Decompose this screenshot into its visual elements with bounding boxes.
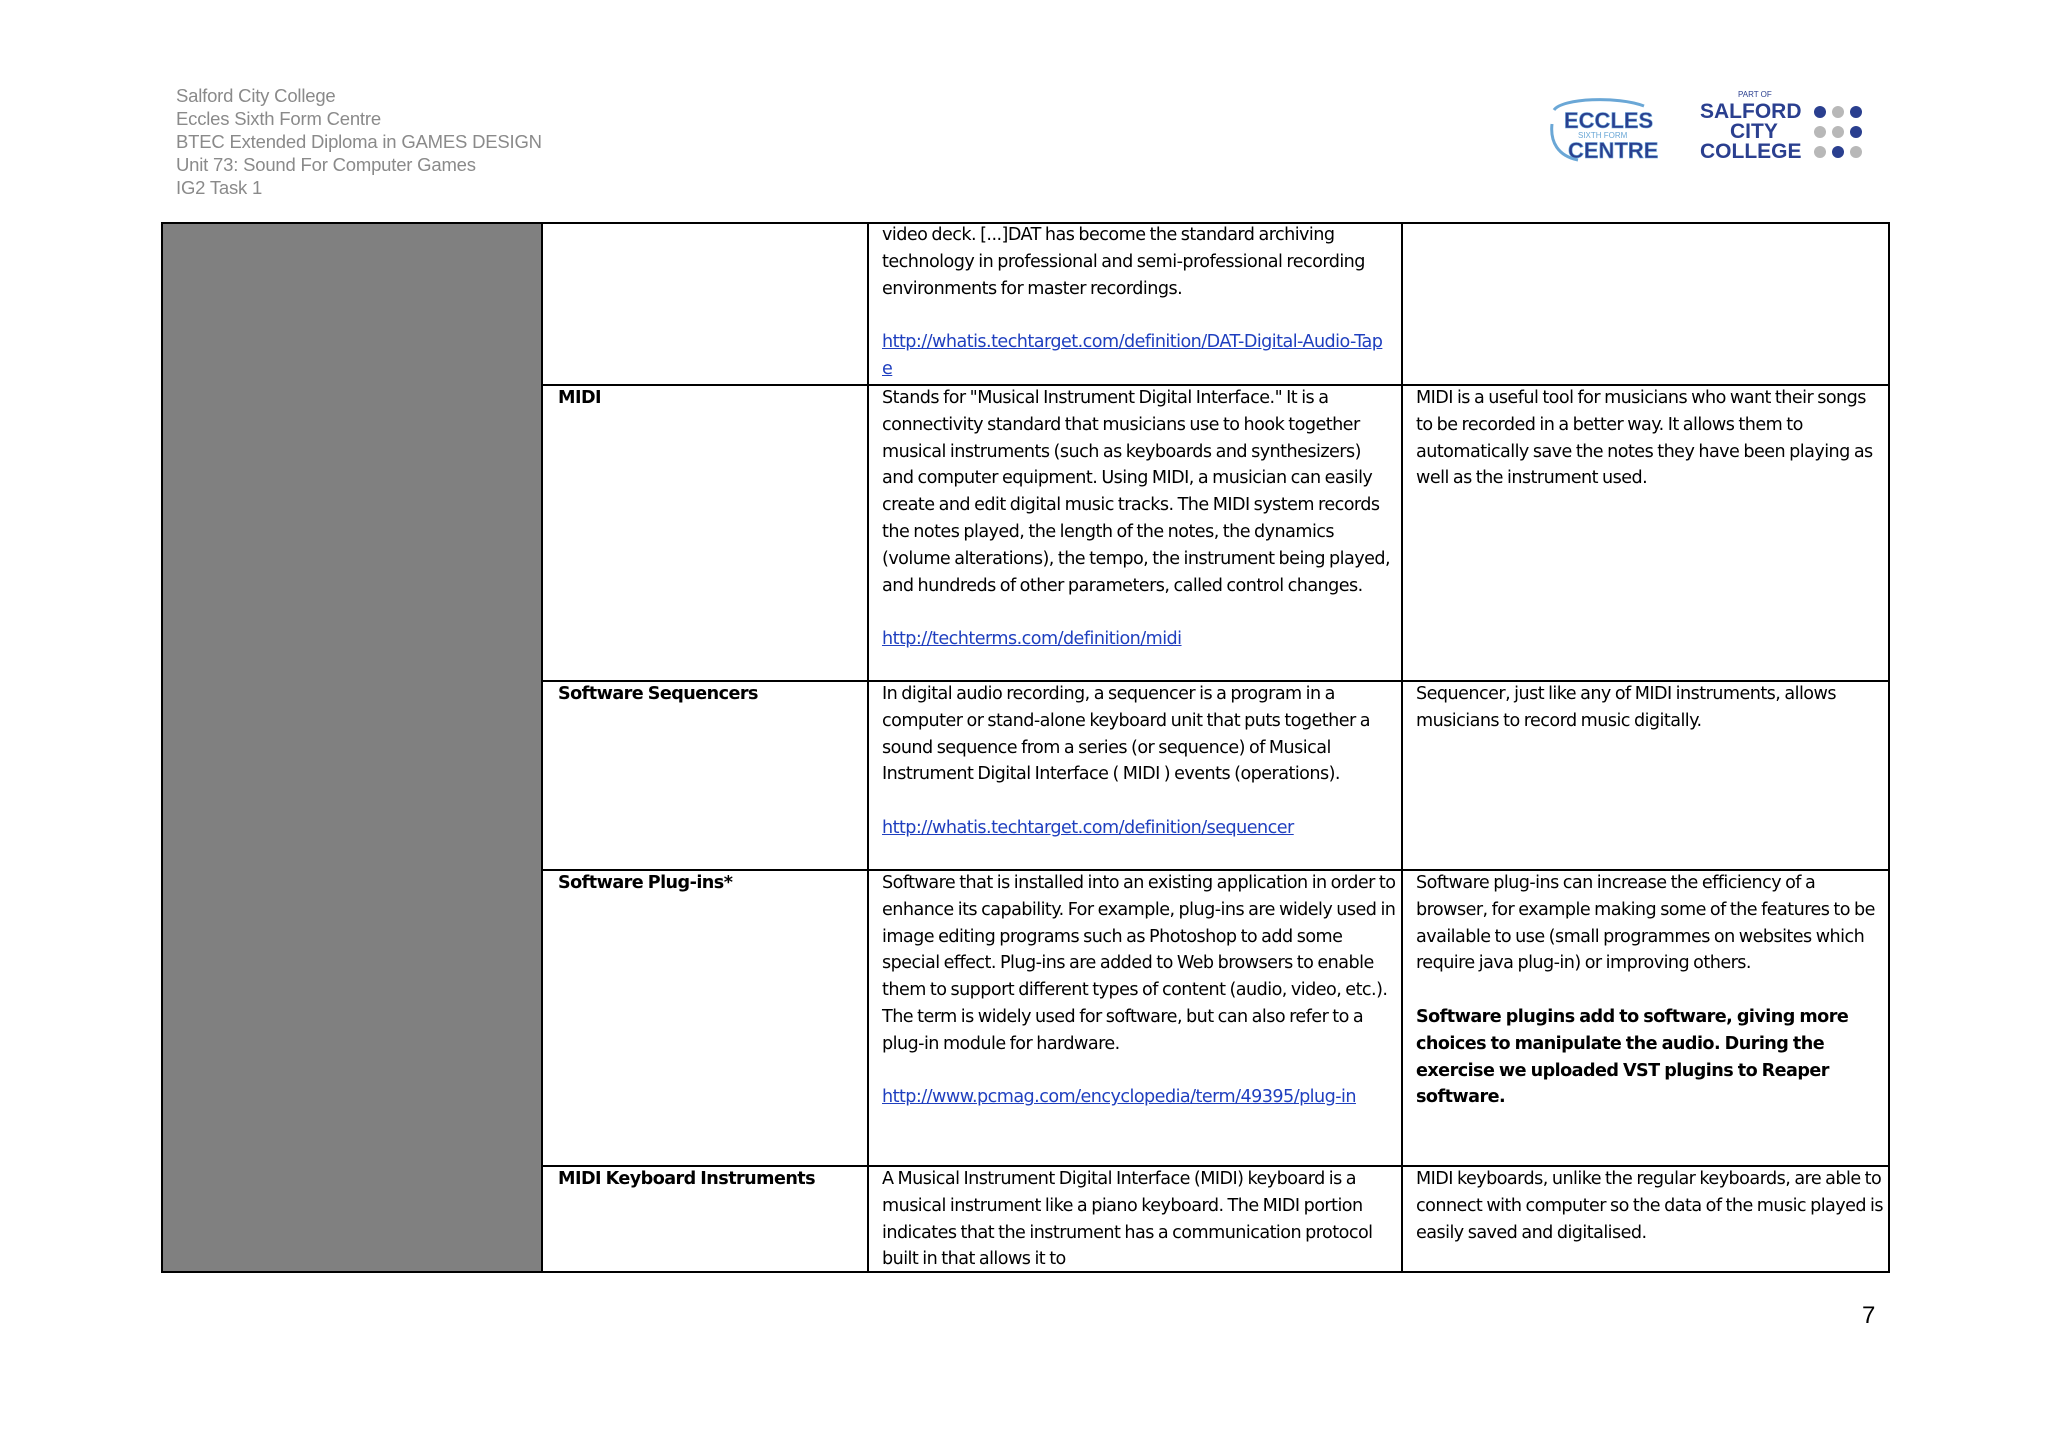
row2-term: Software Sequencers [558, 684, 758, 704]
row1-description: Stands for "Musical Instrument Digital Interface." It is a connectivity standard that musicians use to hook together musical instruments (such as keyboards and synthesizers) and computer equipment. Using MIDI, a musician can easily create and edit digital music tracks. The MIDI system records the notes played, the length of the notes, the dynamics (volume alterations), the tempo, the instrument being played, and hundreds of other parameters, called control changes. [882, 388, 1391, 596]
column-divider-1 [867, 224, 869, 1271]
row4-term: MIDI Keyboard Instruments [558, 1169, 816, 1189]
header-line-course: BTEC Extended Diploma in GAMES DESIGN [176, 131, 542, 152]
row0-description: video deck. [...]DAT has become the standard archiving technology in professional and semi-professional recording environments for master recordings. [882, 225, 1365, 299]
row3-description: Software that is installed into an existing application in order to enhance its capability. For example, plug-ins are widely used in image editing programs such as Photoshop to add some special effect. Plug-ins are added to Web browsers to enable them to support different types of content (audio, video, etc.). The term is widely used for software, but can also refer to a plug-in module for hardware. [882, 873, 1396, 1054]
eccles-logo-line1: ECCLES [1564, 108, 1654, 133]
row4-comment: MIDI keyboards, unlike the regular keyboards, are able to connect with computer so the data of the music played is easily saved and digitalised. [1416, 1169, 1884, 1243]
gray-column [163, 224, 543, 1271]
row0-link[interactable]: http://whatis.techtarget.com/definition/DAT-Digital-Audio-Tape [882, 332, 1383, 379]
page-number: 7 [1862, 1302, 1876, 1329]
row2-description: In digital audio recording, a sequencer is a program in a computer or stand-alone keyboard unit that puts together a sound sequence from a series (or sequence) of Musical Instrument Digital Interface ( MIDI ) events (operations). [882, 684, 1370, 785]
row1-term: MIDI [558, 388, 602, 408]
row2-comment: Sequencer, just like any of MIDI instruments, allows musicians to record music digitally. [1416, 684, 1836, 731]
table-row [882, 222, 1392, 383]
header-line-unit: Unit 73: Sound For Computer Games [176, 154, 476, 175]
header-line-college: Salford City College [176, 85, 336, 106]
table-row [882, 870, 1397, 1111]
document-header [176, 84, 876, 199]
row4-description: A Musical Instrument Digital Interface (MIDI) keyboard is a musical instrument like a piano keyboard. The MIDI portion indicates that the instrument has a communication protocol built in that allows it to [882, 1169, 1373, 1270]
row1-link[interactable]: http://techterms.com/definition/midi [882, 629, 1182, 650]
table-row [882, 681, 1392, 842]
column-divider-2 [1401, 224, 1403, 1271]
row1-comment: MIDI is a useful tool for musicians who want their songs to be recorded in a better way. It allows them to automatically save the notes they have been playing as well as the instrument used. [1416, 388, 1873, 489]
header-line-centre: Eccles Sixth Form Centre [176, 108, 381, 129]
row2-link[interactable]: http://whatis.techtarget.com/definition/sequencer [882, 817, 1294, 838]
salford-logo-line2: CITY [1730, 120, 1778, 143]
eccles-logo-line3: CENTRE [1568, 138, 1658, 163]
header-line-task: IG2 Task 1 [176, 177, 263, 198]
salford-logo-top: PART OF [1738, 90, 1772, 99]
table-row [1416, 870, 1886, 1111]
salford-logo-line1: SALFORD [1700, 100, 1802, 123]
row3-term: Software Plug-ins* [558, 873, 733, 893]
eccles-logo-line2: SIXTH FORM [1578, 131, 1628, 140]
salford-logo-line3: COLLEGE [1700, 140, 1802, 163]
row3-link[interactable]: http://www.pcmag.com/encyclopedia/term/49395/plug-in [882, 1087, 1356, 1108]
definitions-table [161, 222, 1890, 1273]
row3-comment-bold: Software plugins add to software, giving more choices to manipulate the audio. During the exercise we uploaded VST plugins to Reaper software. [1416, 1006, 1849, 1108]
eccles-centre-logo [1548, 94, 1658, 166]
logos [1548, 88, 1888, 172]
salford-city-college-logo [1700, 88, 1878, 168]
table-row [882, 385, 1392, 653]
row3-comment: Software plug-ins can increase the efficiency of a browser, for example making some of the features to be available to use (small programmes on websites which require java plug-in) or improving others. [1416, 873, 1875, 974]
